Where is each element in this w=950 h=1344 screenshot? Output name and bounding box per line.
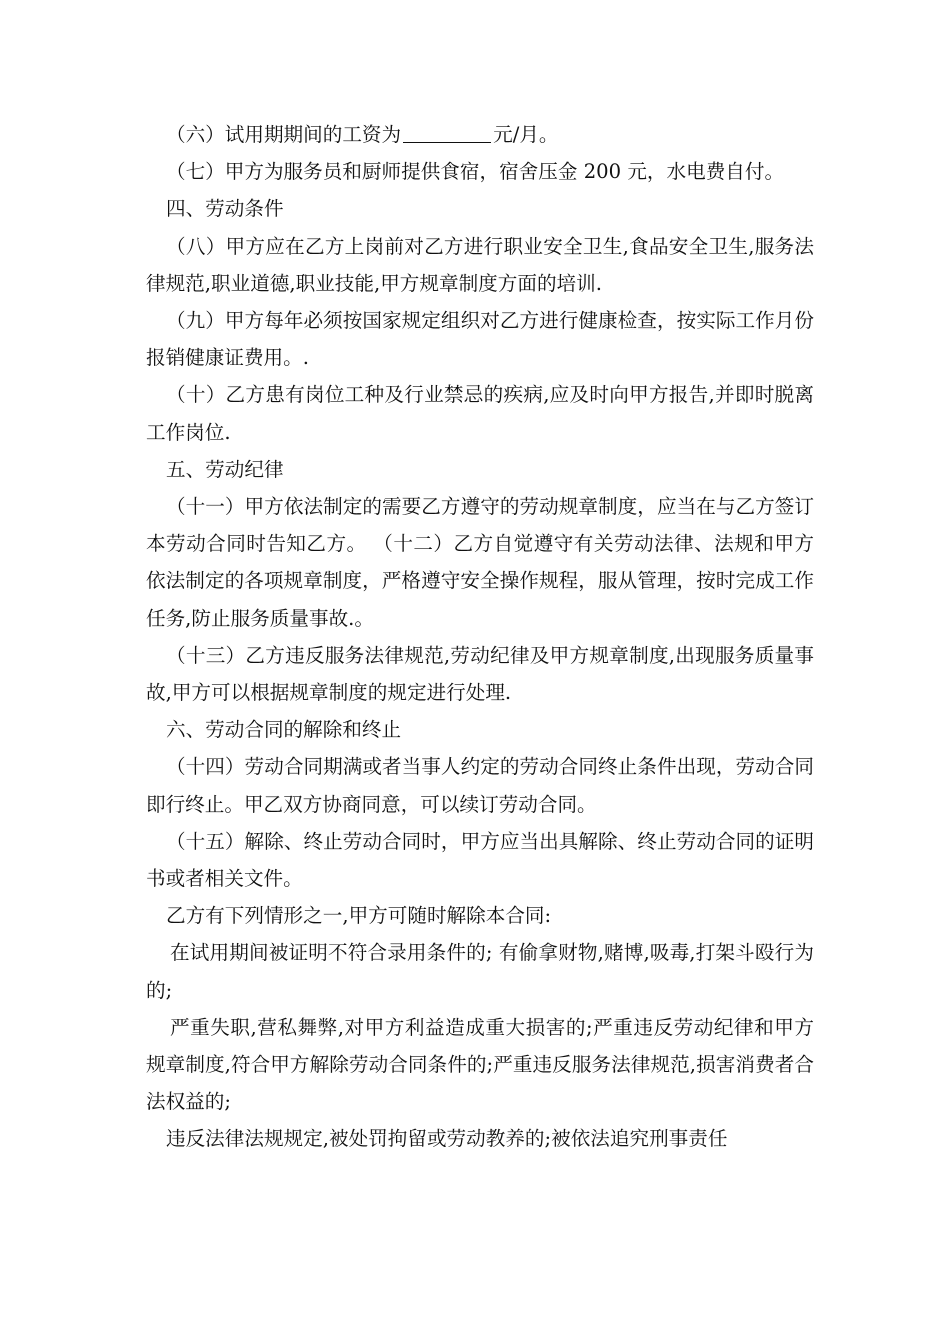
termination-condition-3: 违反法律法规规定,被处罚拘留或劳动教养的;被依法追究刑事责任	[166, 1127, 728, 1151]
clause-13: （十三）乙方违反服务法律规范,劳动纪律及甲方规章制度,出现服务质量事故,甲方可以根据规章制度的规定进行处理.	[146, 643, 814, 705]
termination-condition-2: 严重失职,营私舞弊,对甲方利益造成重大损害的;严重违反劳动纪律和甲方规章制度,符合甲方解除劳动合同条件的;严重违反服务法律规范,损害消费者合法权益的;	[146, 1015, 814, 1114]
termination-condition-1: 在试用期间被证明不符合录用条件的; 有偷拿财物,赌博,吸毒,打架斗殴行为的;	[146, 941, 814, 1002]
clause-15: （十五）解除、终止劳动合同时，甲方应当出具解除、终止劳动合同的证明书或者相关文件。	[146, 829, 814, 891]
clause-6	[146, 116, 814, 153]
clause-14: （十四）劳动合同期满或者当事人约定的劳动合同终止条件出现，劳动合同即行终止。甲乙双方协商同意，可以续订劳动合同。	[146, 755, 814, 816]
document-body	[146, 116, 814, 1158]
salary-blank-line	[403, 122, 491, 143]
clause-11-12: （十一）甲方依法制定的需要乙方遵守的劳动规章制度，应当在与乙方签订本劳动合同时告知乙方。 （十二）乙方自觉遵守有关劳动法律、法规和甲方依法制定的各项规章制度，严格遵守安全操作规程，服从管理，按时完成工作任务,防止服务质量事故.。	[146, 495, 814, 630]
clause-6-text: （六）试用期期间的工资为	[166, 123, 402, 146]
clause-10: （十）乙方患有岗位工种及行业禁忌的疾病,应及时向甲方报告,并即时脱离工作岗位.	[146, 383, 814, 444]
clause-7: （七）甲方为服务员和厨师提供食宿，宿舍压金 200 元，水电费自付。	[166, 160, 785, 184]
section-heading-4: 四、劳动条件	[166, 197, 284, 221]
clause-9: （九）甲方每年必须按国家规定组织对乙方进行健康检查，按实际工作月份报销健康证费用。.	[146, 309, 814, 370]
termination-conditions-intro: 乙方有下列情形之一,甲方可随时解除本合同:	[166, 904, 552, 928]
section-heading-5: 五、劳动纪律	[166, 457, 284, 481]
clause-6-unit: 元/月。	[493, 123, 559, 146]
clause-8: （八）甲方应在乙方上岗前对乙方进行职业安全卫生,食品安全卫生,服务法律规范,职业道德,职业技能,甲方规章制度方面的培训.	[146, 234, 814, 295]
section-heading-6: 六、劳动合同的解除和终止	[166, 718, 402, 742]
